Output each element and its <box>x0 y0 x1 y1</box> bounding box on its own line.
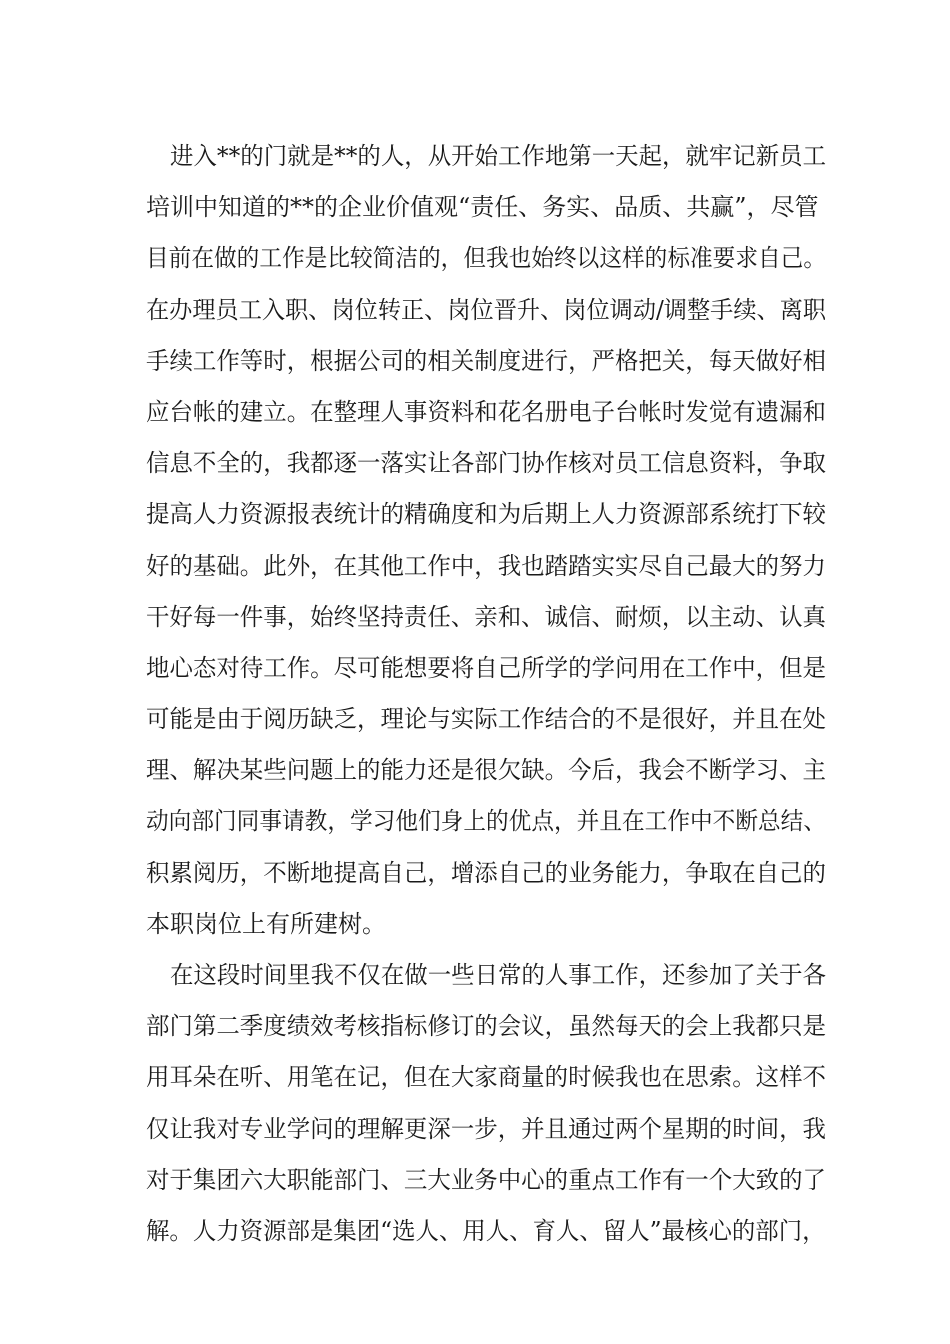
text-line <box>146 541 826 592</box>
line-text: 理、解决某些问题上的能力还是很欠缺。今后，我会不断学习、主 <box>146 756 826 785</box>
line-text: 仅让我对专业学问的理解更深一步，并且通过两个星期的时间，我 <box>146 1114 826 1143</box>
line-text: 好的基础。此外，在其他工作中，我也踏踏实实尽自己最大的努力 <box>146 551 826 580</box>
line-text: 本职岗位上有所建树。 <box>146 909 386 938</box>
text-line <box>146 899 826 950</box>
line-text: 用耳朵在听、用笔在记，但在大家商量的时候我也在思索。这样不 <box>146 1063 826 1092</box>
text-line <box>146 489 826 540</box>
text-line <box>146 131 826 182</box>
text-line <box>146 848 826 899</box>
line-text: 目前在做的工作是比较简洁的，但我也始终以这样的标准要求自己。 <box>146 244 826 273</box>
text-line <box>146 285 826 336</box>
line-text: 部门第二季度绩效考核指标修订的会议，虽然每天的会上我都只是 <box>146 1012 826 1041</box>
line-text: 解。人力资源部是集团“选人、用人、育人、留人”最核心的部门， <box>146 1216 826 1245</box>
line-text: 培训中知道的**的企业价值观“责任、务实、品质、共赢”，尽管 <box>146 193 819 222</box>
text-line <box>146 592 826 643</box>
line-text: 进入**的门就是**的人，从开始工作地第一天起，就牢记新员工 <box>170 142 826 170</box>
line-text: 信息不全的，我都逐一落实让各部门协作核对员工信息资料，争取 <box>146 449 826 478</box>
text-line <box>146 745 826 796</box>
text-line <box>146 1001 826 1052</box>
line-text: 可能是由于阅历缺乏，理论与实际工作结合的不是很好，并且在处 <box>146 705 826 734</box>
line-text: 动向部门同事请教，学习他们身上的优点，并且在工作中不断总结、 <box>146 807 826 836</box>
line-text: 应台帐的建立。在整理人事资料和花名册电子台帐时发觉有遗漏和 <box>146 397 826 426</box>
document-body <box>146 131 826 1257</box>
text-line <box>146 387 826 438</box>
text-line <box>146 182 826 233</box>
text-line <box>146 1104 826 1155</box>
line-text: 在办理员工入职、岗位转正、岗位晋升、岗位调动/调整手续、离职 <box>146 295 827 324</box>
line-text: 积累阅历，不断地提高自己，增添自己的业务能力，争取在自己的 <box>146 858 826 887</box>
text-line <box>146 336 826 387</box>
text-line <box>146 1206 826 1257</box>
text-line <box>146 1155 826 1206</box>
text-line <box>146 1052 826 1103</box>
line-text: 手续工作等时，根据公司的相关制度进行，严格把关，每天做好相 <box>146 346 826 375</box>
line-text: 干好每一件事，始终坚持责任、亲和、诚信、耐烦，以主动、认真 <box>146 602 826 631</box>
text-line <box>146 643 826 694</box>
line-text: 提高人力资源报表统计的精确度和为后期上人力资源部系统打下较 <box>146 500 826 529</box>
text-line <box>146 796 826 847</box>
text-line <box>146 694 826 745</box>
text-line <box>146 438 826 489</box>
text-line <box>146 233 826 284</box>
line-text: 地心态对待工作。尽可能想要将自己所学的学问用在工作中，但是 <box>146 653 826 682</box>
text-line <box>146 950 826 1001</box>
line-text: 在这段时间里我不仅在做一些日常的人事工作，还参加了关于各 <box>170 961 826 989</box>
line-text: 对于集团六大职能部门、三大业务中心的重点工作有一个大致的了 <box>146 1165 826 1194</box>
